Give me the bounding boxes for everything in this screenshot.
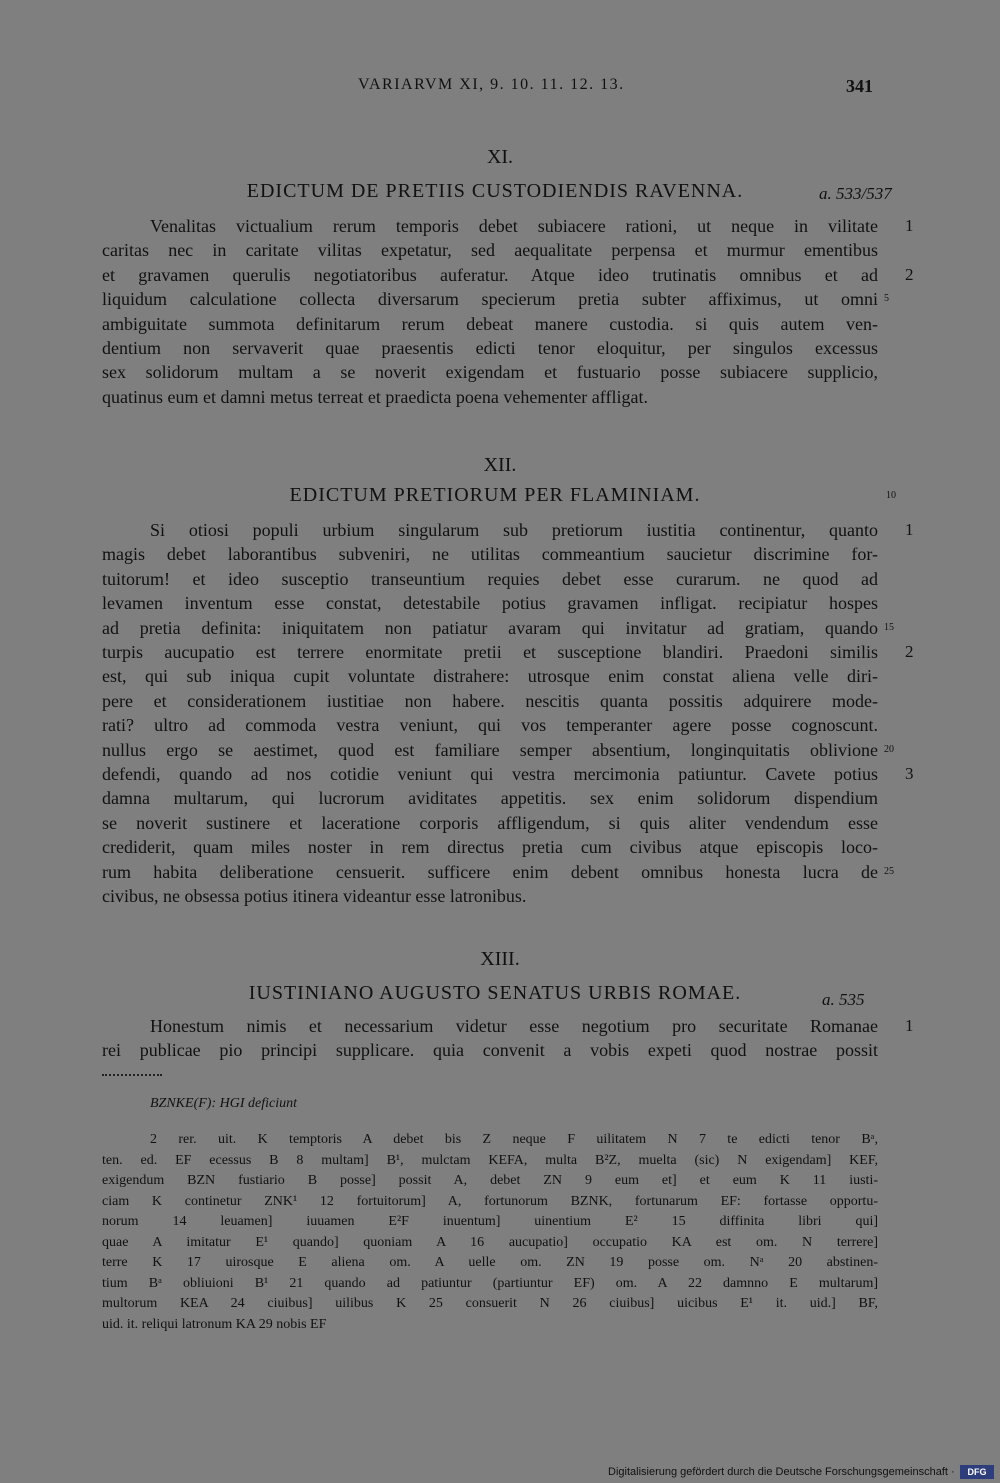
text-line: damna multarum, qui lucrorum aviditates appetitis. sex enim solidorum dispendium [102,788,878,809]
running-title: VARIARVM XI, 9. 10. 11. 12. 13. [358,76,625,93]
text-line: levamen inventum esse constat, detestabile potius gravamen infligat. recipiatur hospes [102,593,878,614]
apparatus-line: 2 rer. uit. K temptoris A debet bis Z neque F uilitatem N 7 te edicti tenor Bᵃ, [150,1132,878,1147]
line-number: 20 [884,743,894,755]
section-title: EDICTUM PRETIORUM PER FLAMINIAM. [289,484,701,506]
apparatus-line: uid. it. reliqui latronum KA 29 nobis EF [102,1316,327,1332]
section-number: XII. [483,454,517,476]
paragraph-number: 1 [905,1016,914,1035]
section-date: a. 533/537 [819,184,892,203]
section-number: XI. [486,146,514,168]
text-line: civibus, ne obsessa potius itinera videantur esse latronibus. [102,886,527,906]
text-line: dentium non servaverit quae praesentis edicti tenor eloquitur, per singulos excessus [102,338,878,358]
text-line: rati? ultro ad commoda vestra veniunt, qui vos temperanter agere posse cognoscunt. [102,715,878,736]
text-line: pere et considerationem iustitiae non habere. nescitis quanta possitis adquirere mode- [102,690,878,711]
paragraph-number: 2 [905,642,914,661]
text-line: liquidum calculatione collecta diversarum specierum pretia subter affiximus, ut omni [102,289,878,310]
apparatus-line: multorum KEA 24 ciuibus] uilibus K 25 consuerit N 26 ciuibus] uicibus E¹ it. uid.] BF, [102,1296,878,1311]
text-line: crediderit, quam miles noster in rem directus pretia cum civibus atque episcopis loco- [102,837,878,858]
line-number: 15 [884,621,894,633]
line-number: 5 [884,293,889,305]
apparatus-line: quae A imitatur E¹ quando] quoniam A 16 aucupatio] occupatio KA est om. N terrere] [102,1234,878,1250]
text-line: est, qui sub iniqua cupit voluntate distrahere: utrosque enim constat aliena velle diri- [102,666,878,687]
paragraph-number: 2 [905,264,914,284]
text-line: Si otiosi populi urbium singularum sub pretiorum iustitia continentur, quanto [150,520,878,540]
apparatus-heading: BZNKE(F): HGI deficiunt [150,1096,297,1111]
text-line: Honestum nimis et necessarium videtur esse negotium pro securitate Romanae [150,1016,878,1036]
paragraph-number: 3 [905,764,914,783]
section-title: EDICTUM DE PRETIIS CUSTODIENDIS RAVENNA. [246,180,744,202]
line-number: 10 [886,490,896,501]
page-number: 341 [846,76,873,96]
text-line: tuitorum! et ideo susceptio transeuntium requies debet esse curarum. ne quod ad [102,568,878,589]
paragraph-number: 1 [905,520,914,539]
section-title: IUSTINIANO AUGUSTO SENATUS URBIS ROMAE. [248,982,742,1004]
text-line: se noverit sustinere et laceratione corporis affligendum, si quis aliter vendendum esse [102,812,878,833]
running-head [0,76,1000,100]
text-line: sex solidorum multam a se noverit exigendam et fustuario posse subiacere supplicio, [102,362,878,383]
text-line: caritas nec in caritate vilitas expetatur, sed aequalitate perpensa et murmur ementibus [102,240,878,261]
text-line: magis debet laborantibus subveniri, ne utilitas commeantium saucietur discrimine for- [102,544,878,565]
apparatus-line: ciam K continetur ZNK¹ 12 fortuitorum] A, fortunorum BZNK, fortunarum EF: fortasse opportu- [102,1193,878,1209]
apparatus-line: exigendum BZN fustiario B posse] possit A, debet ZN 9 eum et] et eum K 11 iusti- [102,1173,878,1188]
text-line: rei publicae pio principi supplicare. quia convenit a vobis expeti quod nostrae possit [102,1040,878,1061]
text-line: turpis aucupatio est terrere enormitate pretii et susceptione blandiri. Praedoni similis [102,642,878,662]
apparatus-line: ten. ed. EF ecessus B 8 multam] B¹, mulctam KEFA, multa B²Z, muelta (sic) N exigendam] KEF, [102,1152,878,1168]
text-line: Venalitas victualium rerum temporis debet subiacere rationi, ut neque in vilitate [150,216,878,236]
section-number: XIII. [480,948,520,970]
text-line: rum habita deliberatione censuerit. sufficere enim debent omnibus honesta lucra de [102,861,878,882]
text-line: et gravamen querulis negotiatoribus auferatur. Atque ideo trutinatis omnibus et ad [102,264,878,285]
apparatus-line: terre K 17 uirosque E aliena om. A uelle om. ZN 19 posse om. Nᵃ 20 abstinen- [102,1255,878,1270]
text-line: ambiguitate summota definitarum rerum debeat manere custodia. si quis autem ven- [102,313,878,334]
text-line: ad pretia definita: iniquitatem non patiatur avaram qui invitatur ad gratiam, quando [102,617,878,638]
line-number: 25 [884,865,894,877]
footer-text: Digitalisierung gefördert durch die Deutsche Forschungsgemeinschaft · [608,1466,955,1478]
text-line: quatinus eum et damni metus terreat et praedicta poena vehementer affligat. [102,386,648,407]
apparatus-line: tium Bᵃ obliuioni B¹ 21 quando ad patiuntur (partiuntur EF) om. A 22 damnno E multarum] [102,1275,878,1291]
dfg-logo: DFG [960,1465,994,1479]
divider [102,1074,162,1076]
section-date: a. 535 [822,990,865,1009]
paragraph-number: 1 [905,216,914,235]
text-line: defendi, quando ad nos cotidie veniunt qui vestra mercimonia patiuntur. Cavete potius [102,764,878,784]
text-line: nullus ergo se aestimet, quod est familiare semper absentium, longinquitatis oblivione [102,739,878,760]
apparatus-line: norum 14 leuamen] iuuamen E²F inuentum] uinentium E² 15 diffinita libri qui] [102,1214,878,1229]
